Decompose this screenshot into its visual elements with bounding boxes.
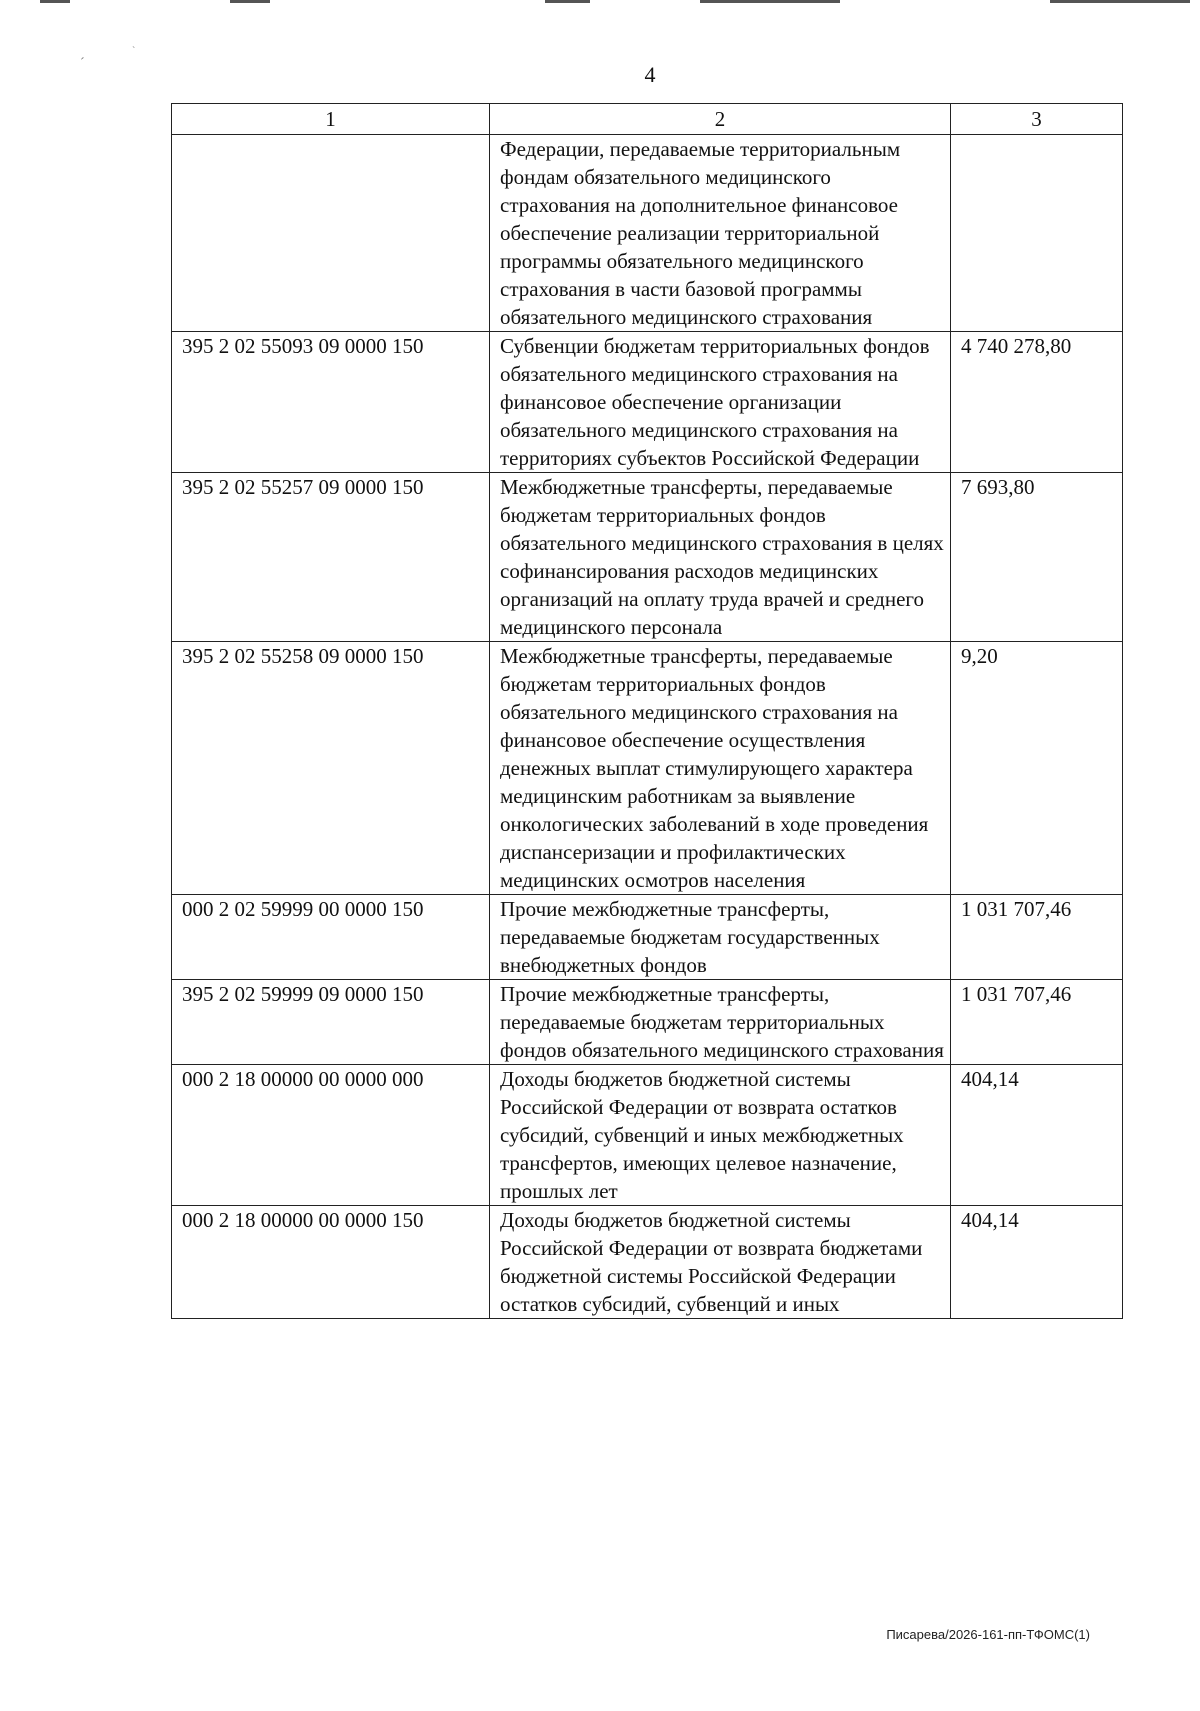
table-row <box>172 642 1123 895</box>
row-name: Федерации, передаваемые территориальным фондам обязательного медицинского страхования на дополнительное финансовое обеспечение реализации территориальной программы обязательного медицинского страхования в части базовой программы обязательного медицинского страхования <box>490 135 951 332</box>
scan-speck: ´ <box>80 56 85 71</box>
row-amount: 1 031 707,46 <box>951 895 1123 980</box>
table-row <box>172 135 1123 332</box>
row-amount: 1 031 707,46 <box>951 980 1123 1065</box>
page-number: 4 <box>644 62 656 87</box>
row-code: 395 2 02 55257 09 0000 150 <box>172 473 490 642</box>
table-row <box>172 332 1123 473</box>
row-code: 395 2 02 55258 09 0000 150 <box>172 642 490 895</box>
table-row <box>172 895 1123 980</box>
row-amount: 7 693,80 <box>951 473 1123 642</box>
column-header-name: 2 <box>490 104 951 135</box>
table-row <box>172 1206 1123 1319</box>
row-code: 000 2 18 00000 00 0000 150 <box>172 1206 490 1319</box>
document-footer-id: Писарева/2026-161-пп-ТФОМС(1) <box>886 1627 1090 1642</box>
row-name: Прочие межбюджетные трансферты, передаваемые бюджетам территориальных фондов обязательного медицинского страхования <box>490 980 951 1065</box>
row-amount: 404,14 <box>951 1206 1123 1319</box>
row-amount <box>951 135 1123 332</box>
column-header-code: 1 <box>172 104 490 135</box>
scan-top-edge <box>0 0 1200 6</box>
row-amount: 404,14 <box>951 1065 1123 1206</box>
revenue-table <box>171 103 1123 1319</box>
table-row <box>172 473 1123 642</box>
scan-speck: ` <box>132 46 136 57</box>
table-header-row <box>172 104 1123 135</box>
table-row <box>172 980 1123 1065</box>
row-code <box>172 135 490 332</box>
row-name: Межбюджетные трансферты, передаваемые бюджетам территориальных фондов обязательного медицинского страхования в целях софинансирования расходов медицинских организаций на оплату труда врачей и среднего медицинского персонала <box>490 473 951 642</box>
row-code: 000 2 18 00000 00 0000 000 <box>172 1065 490 1206</box>
row-name: Субвенции бюджетам территориальных фондов обязательного медицинского страхования на финансовое обеспечение организации обязательного медицинского страхования на территориях субъектов Российской Федерации <box>490 332 951 473</box>
column-header-amount: 3 <box>951 104 1123 135</box>
row-amount: 4 740 278,80 <box>951 332 1123 473</box>
row-name: Доходы бюджетов бюджетной системы Российской Федерации от возврата бюджетами бюджетной системы Российской Федерации остатков субсидий, субвенций и иных <box>490 1206 951 1319</box>
row-code: 395 2 02 55093 09 0000 150 <box>172 332 490 473</box>
row-amount: 9,20 <box>951 642 1123 895</box>
row-name: Межбюджетные трансферты, передаваемые бюджетам территориальных фондов обязательного медицинского страхования на финансовое обеспечение осуществления денежных выплат стимулирующего характера медицинским работникам за выявление онкологических заболеваний в ходе проведения диспансеризации и профилактических медицинских осмотров населения <box>490 642 951 895</box>
table-row <box>172 1065 1123 1206</box>
row-code: 000 2 02 59999 00 0000 150 <box>172 895 490 980</box>
row-name: Прочие межбюджетные трансферты, передаваемые бюджетам государственных внебюджетных фондов <box>490 895 951 980</box>
row-name: Доходы бюджетов бюджетной системы Российской Федерации от возврата остатков субсидий, субвенций и иных межбюджетных трансфертов, имеющих целевое назначение, прошлых лет <box>490 1065 951 1206</box>
row-code: 395 2 02 59999 09 0000 150 <box>172 980 490 1065</box>
